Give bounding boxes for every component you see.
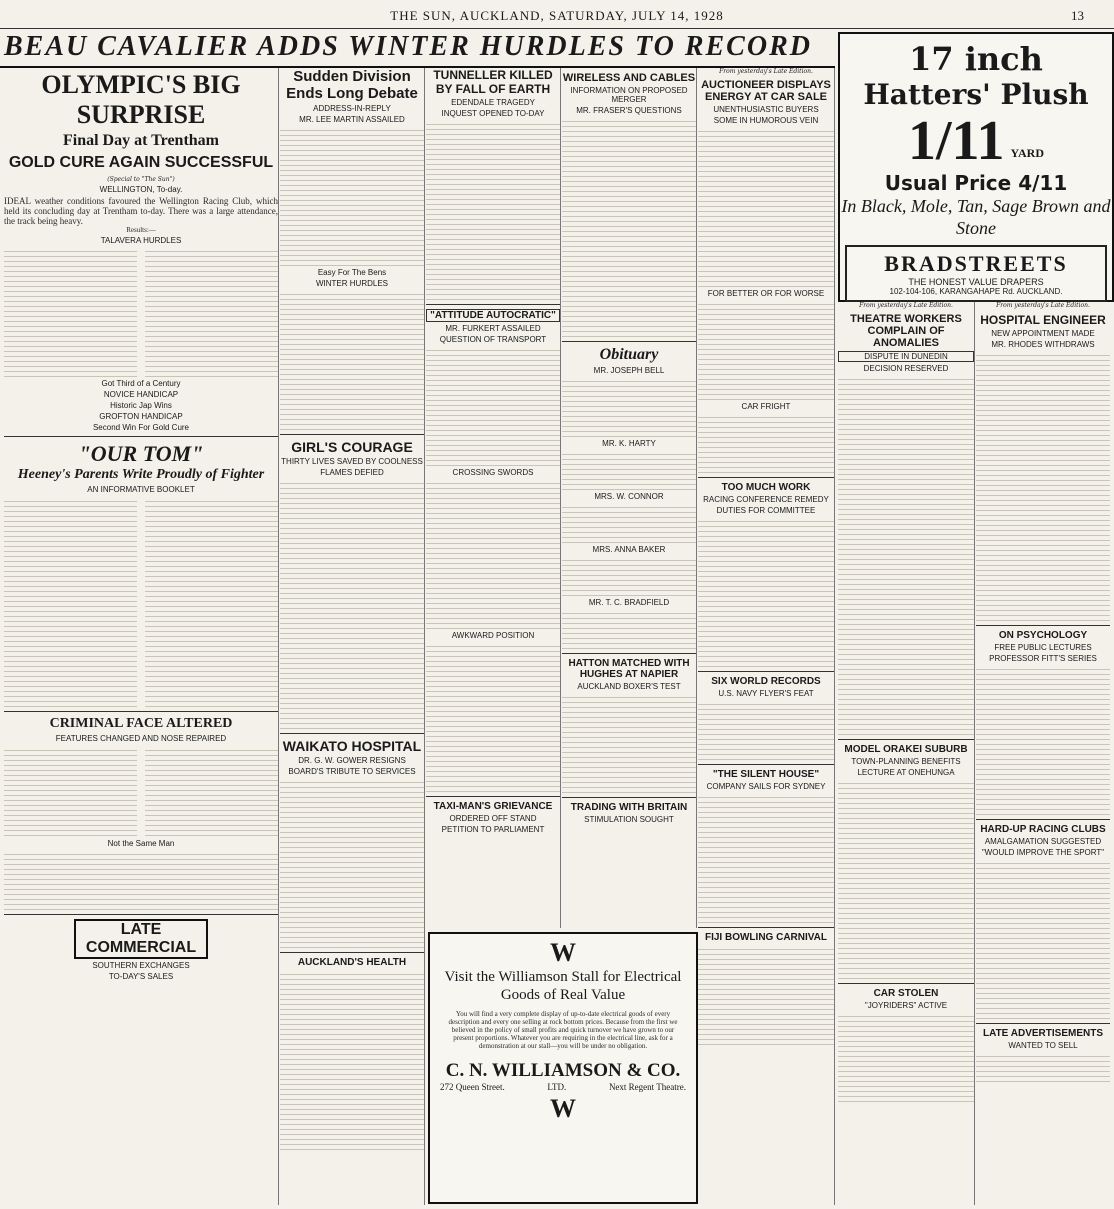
column-auctioneer (698, 68, 835, 1205)
section-historic: Historic Jap Wins (110, 401, 172, 410)
headline-psychology: ON PSYCHOLOGY (998, 630, 1088, 641)
section-winter-hurdles: WINTER HURDLES (315, 279, 388, 288)
deck-tribute: BOARD'S TRIBUTE TO SERVICES (288, 767, 416, 776)
ad-size: 17 inch (909, 40, 1043, 78)
section-second-win: Second Win For Gold Cure (92, 423, 190, 432)
deck-wanted: WANTED TO SELL (1008, 1041, 1078, 1050)
banner-headline (0, 30, 835, 68)
text-block (698, 127, 834, 287)
text-block (976, 665, 1110, 815)
deck-decision: DECISION RESERVED (863, 364, 949, 373)
deck-thirty-lives: THIRTY LIVES SAVED BY COOLNESS (281, 457, 423, 466)
text-block (145, 247, 278, 377)
text-block (426, 479, 560, 629)
text-block (145, 746, 278, 836)
ad-usual-price: Usual Price 4/11 (884, 171, 1068, 195)
ad-colours: In Black, Mole, Tan, Sage Brown and Stone (841, 196, 1111, 238)
headline-division: Sudden Division Ends Long Debate (286, 68, 418, 102)
deck-stimulation: STIMULATION SOUGHT (584, 815, 674, 824)
column-theatre (838, 302, 975, 1205)
note-late-edition-2: From yesterday's Late Edition. (859, 302, 953, 309)
brand-tag: THE HONEST VALUE DRAPERS (908, 277, 1044, 287)
column-hospital (976, 302, 1110, 1205)
deck-olympic: GOLD CURE AGAIN SUCCESSFUL (8, 154, 274, 171)
sub-awkward-position: AWKWARD POSITION (451, 631, 535, 640)
text-block (280, 970, 424, 1150)
deck-edendale: EDENDALE TRAGEDY (451, 98, 535, 107)
text-block (698, 413, 834, 473)
headline-girls-courage: GIRL'S COURAGE (291, 439, 413, 455)
deck-inquest: INQUEST OPENED TO-DAY (441, 109, 545, 118)
brand-address: 102-104-106, KARANGAHAPE Rd. AUCKLAND. (889, 287, 1063, 296)
text-block (4, 850, 278, 910)
headline-criminal: CRIMINAL FACE ALTERED (49, 716, 233, 731)
headline-tunneller: TUNNELLER KILLED BY FALL OF EARTH (433, 68, 553, 96)
text-block (698, 300, 834, 400)
text-block (976, 351, 1110, 621)
text-block (838, 779, 974, 979)
obit-harty: MR. K. HARTY (602, 439, 656, 448)
headline-hatton: HATTON MATCHED WITH HUGHES AT NAPIER (568, 658, 690, 680)
deck-amalgamation: AMALGAMATION SUGGESTED (984, 837, 1102, 846)
deck-address: ADDRESS-IN-REPLY (313, 104, 391, 113)
text-block (4, 497, 137, 707)
text-block (838, 375, 974, 735)
dateline: WELLINGTON, To-day. (99, 185, 183, 194)
text-block (562, 556, 696, 596)
deck-dunedin: DISPUTE IN DUNEDIN (838, 351, 974, 362)
headline-orakei: MODEL ORAKEI SUBURB (844, 744, 968, 755)
headline-hard-up: HARD-UP RACING CLUBS (980, 824, 1106, 835)
text-block (562, 609, 696, 649)
headline-auctioneer: AUCTIONEER DISPLAYS ENERGY AT CAR SALE (701, 79, 831, 103)
headline-trading: TRADING WITH BRITAIN (570, 802, 688, 813)
column-tunneller (426, 68, 561, 928)
deck-fitt: PROFESSOR FITT'S SERIES (989, 654, 1097, 663)
deck-rhodes: MR. RHODES WITHDRAWS (991, 340, 1095, 349)
deck-furkert: MR. FURKERT ASSAILED (445, 324, 541, 333)
text-block (562, 450, 696, 490)
deck-gower: DR. G. W. GOWER RESIGNS (298, 756, 406, 765)
williamson-next: Next Regent Theatre. (608, 1082, 686, 1092)
deck-criminal: FEATURES CHANGED AND NOSE REPAIRED (55, 734, 227, 743)
headline-late-ads: LATE ADVERTISEMENTS (982, 1028, 1103, 1039)
text-block (698, 700, 834, 760)
results-block (4, 247, 278, 377)
tom-text (4, 497, 278, 707)
deck-joyriders: "JOYRIDERS" ACTIVE (864, 1001, 948, 1010)
deck-free-lectures: FREE PUBLIC LECTURES (994, 643, 1092, 652)
masthead-title: THE SUN, AUCKLAND, SATURDAY, JULY 14, 1928 (390, 8, 724, 23)
deck-todays-sales: TO-DAY'S SALES (108, 972, 174, 981)
text-block (838, 1012, 974, 1102)
headline-late-commercial: LATE COMMERCIAL (74, 919, 208, 959)
text-block (426, 346, 560, 466)
headline-hospital-engineer: HOSPITAL ENGINEER (980, 313, 1106, 327)
williamson-name: C. N. WILLIAMSON & CO. (445, 1060, 681, 1081)
deck-lee-martin: MR. LEE MARTIN ASSAILED (299, 115, 405, 124)
deck-boxer: AUCKLAND BOXER'S TEST (577, 682, 681, 691)
text-block (426, 120, 560, 300)
ad-price-row (840, 111, 1112, 171)
subhead-our-tom: Heeney's Parents Write Proudly of Fighter (17, 467, 265, 482)
banner-text: BEAU CAVALIER ADDS WINTER HURDLES TO RECORD (4, 31, 812, 62)
deck-humorous: SOME IN HUMOROUS VEIN (713, 116, 819, 125)
ad-price: 1/11 (907, 110, 1005, 172)
criminal-text (4, 746, 278, 836)
ad-unit: YARD (1010, 146, 1045, 160)
text-block (4, 746, 137, 836)
headline-car-stolen: CAR STOLEN (873, 988, 939, 999)
headline-fiji: FIJI BOWLING CARNIVAL (704, 932, 828, 943)
text-block (280, 126, 424, 266)
deck-racing-conference: RACING CONFERENCE REMEDY (703, 495, 829, 504)
note-late-edition-3: From yesterday's Late Edition. (996, 302, 1090, 309)
deck-navy-flyer: U.S. NAVY FLYER'S FEAT (718, 689, 814, 698)
headline-silent-house: "THE SILENT HOUSE" (712, 769, 820, 780)
williamson-address: 272 Queen Street. (440, 1082, 505, 1092)
deck-unenthusiastic: UNENTHUSIASTIC BUYERS (713, 105, 819, 114)
text-block (698, 945, 834, 1045)
results-label: Results:— (126, 226, 156, 234)
deck-new-appointment: NEW APPOINTMENT MADE (991, 329, 1095, 338)
section-easy-bens: Easy For The Bens (317, 268, 387, 277)
williamson-ad (428, 932, 698, 1204)
headline-autocratic: "ATTITUDE AUTOCRATIC" (426, 309, 560, 322)
column-wireless (562, 68, 697, 928)
subhead-olympic: Final Day at Trentham (62, 132, 219, 149)
obit-bradfield: MR. T. C. BRADFIELD (588, 598, 670, 607)
section-grofton: GROFTON HANDICAP (99, 412, 183, 421)
bradstreets-logo (845, 245, 1107, 302)
deck-fraser: MR. FRASER'S QUESTIONS (576, 106, 682, 115)
deck-improve-sport: "WOULD IMPROVE THE SPORT" (981, 848, 1105, 857)
deck-town-planning: TOWN-PLANNING BENEFITS (851, 757, 961, 766)
williamson-address-row (430, 1082, 696, 1092)
williamson-logo-bottom: W (550, 1094, 576, 1123)
section-novice: NOVICE HANDICAP (103, 390, 179, 399)
byline: (Special to "The Sun") (107, 176, 175, 183)
brand-name: BRADSTREETS (884, 251, 1068, 276)
deck-company-sails: COMPANY SAILS FOR SYDNEY (706, 782, 826, 791)
text-block (145, 497, 278, 707)
williamson-tagline: Visit the Williamson Stall for Electrical Goods of Real Value (444, 969, 682, 1003)
deck-onehunga: LECTURE AT ONEHUNGA (857, 768, 955, 777)
headline-our-tom: "OUR TOM" (78, 441, 204, 466)
headline-olympic: OLYMPIC'S BIG SURPRISE (41, 70, 241, 129)
deck-merger: INFORMATION ON PROPOSED MERGER (570, 86, 688, 104)
deck-flames: FLAMES DEFIED (320, 468, 384, 477)
text-block (562, 377, 696, 437)
headline-aucklands-health: AUCKLAND'S HEALTH (297, 957, 407, 968)
text-block (976, 859, 1110, 1019)
williamson-body: You will find a very complete display of up-to-date electrical goods of every description and every one selling at rock bottom prices. Because from the first we believed in the policy of small profits and quick turnover we have grown to our present proportions. Whatever you are requiring in the electrical line, ask for a demonstration at our stall—you will be under no obligation. (448, 1010, 678, 1050)
lead-paragraph: IDEAL weather conditions favoured the Wellington Racing Club, which held its concluding day at Trentham to-day. There was a large attendance, the track being heavy. (4, 196, 278, 226)
obit-joseph-bell: MR. JOSEPH BELL (593, 366, 665, 375)
deck-petition: PETITION TO PARLIAMENT (441, 825, 545, 834)
text-block (562, 117, 696, 337)
williamson-ltd: LTD. (547, 1082, 567, 1092)
headline-six-records: SIX WORLD RECORDS (711, 676, 821, 687)
headline-obituary: Obituary (599, 346, 659, 363)
text-block (280, 778, 424, 948)
text-block (280, 290, 424, 430)
text-block (562, 503, 696, 543)
williamson-logo-top: W (550, 938, 576, 967)
column-olympic (4, 68, 279, 1205)
text-block (4, 247, 137, 377)
sub-crossing-swords: CROSSING SWORDS (452, 468, 534, 477)
headline-taxi: TAXI-MAN'S GRIEVANCE (433, 801, 553, 812)
headline-wireless: WIRELESS AND CABLES (562, 72, 696, 84)
section-talavera: TALAVERA HURDLES (100, 236, 182, 245)
deck-duties: DUTIES FOR COMMITTEE (716, 506, 816, 515)
column-division (280, 68, 425, 1205)
sub-car-fright: CAR FRIGHT (741, 402, 791, 411)
headline-waikato: WAIKATO HOSPITAL (282, 738, 422, 754)
ad-product: Hatters' Plush (863, 78, 1089, 111)
text-block (280, 479, 424, 729)
sub-not-same-man: Not the Same Man (107, 839, 175, 848)
note-late-edition: From yesterday's Late Edition. (719, 68, 813, 75)
deck-ordered-off: ORDERED OFF STAND (449, 814, 537, 823)
deck-our-tom: AN INFORMATIVE BOOKLET (87, 485, 195, 494)
text-block (562, 693, 696, 793)
obit-baker: MRS. ANNA BAKER (592, 545, 666, 554)
text-block (698, 793, 834, 923)
text-block (698, 517, 834, 667)
headline-too-much-work: TOO MUCH WORK (721, 482, 811, 493)
text-block (426, 642, 560, 792)
masthead (0, 6, 1114, 29)
sub-better-worse: FOR BETTER OR FOR WORSE (707, 289, 825, 298)
deck-southern: SOUTHERN EXCHANGES (92, 961, 190, 970)
bradstreets-ad (838, 32, 1114, 302)
text-block (976, 1052, 1110, 1082)
obit-connor: MRS. W. CONNOR (594, 492, 664, 501)
page-number: 13 (1071, 8, 1084, 23)
deck-transport: QUESTION OF TRANSPORT (439, 335, 547, 344)
headline-theatre: THEATRE WORKERS COMPLAIN OF ANOMALIES (850, 313, 962, 349)
section-third-century: Got Third of a Century (101, 379, 181, 388)
